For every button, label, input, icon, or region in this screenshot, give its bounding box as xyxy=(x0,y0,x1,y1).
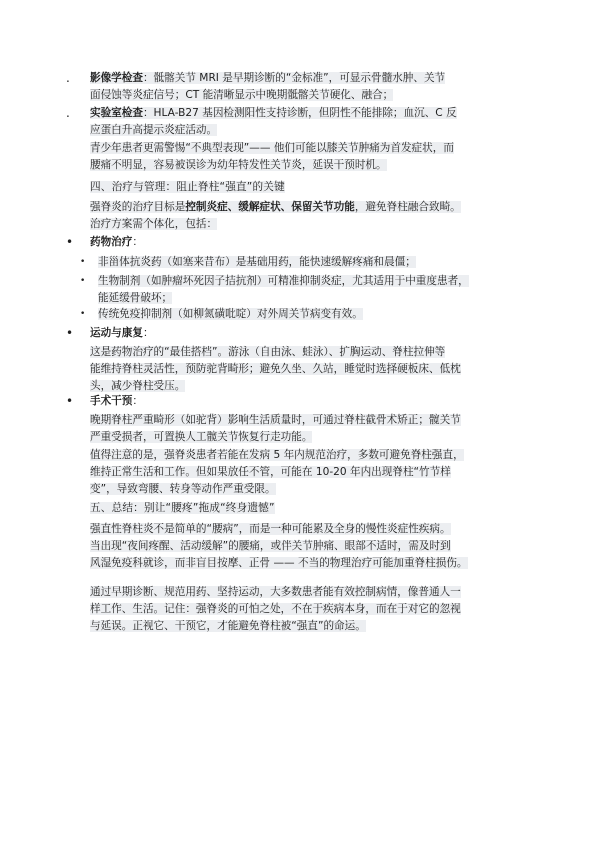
section-4-heading xyxy=(90,179,510,196)
section-5-heading xyxy=(90,500,510,517)
drug-item-2-text: 生物制剂（如肿瘤坏死因子拮抗剂）可精准抑制炎症，尤其适用于中重度患者， xyxy=(98,275,469,287)
closing-line-3: 与延误。正视它、干预它，才能避免脊柱被“强直”的命运。 xyxy=(90,620,366,632)
drug-item-2-cont: 能延缓骨破坏； xyxy=(98,292,173,304)
imaging-text-1: ：骶髂关节 MRI 是早期诊断的“金标准”，可显示骨髓水肿、关节 xyxy=(142,72,446,84)
youth-paragraph xyxy=(90,140,510,174)
surgery-paragraph xyxy=(90,412,510,446)
closing-paragraph xyxy=(90,584,510,635)
youth-line-2: 腰痛不明显，容易被误诊为幼年特发性关节炎，延误干预时机。 xyxy=(90,159,387,171)
surgery-heading xyxy=(90,393,510,410)
rehab-line-2: 能维持脊柱灵活性，预防驼背畸形；避免久坐、久站，睡觉时选择硬板床、低枕 xyxy=(90,363,461,375)
lab-text-1: ：HLA-B27 基因检测阳性支持诊断，但阴性不能排除；血沉、C 反 xyxy=(142,107,457,119)
summary-line-1: 强直性脊柱炎不是简单的“腰病”，而是一种可能累及全身的慢性炎症性疾病。 xyxy=(90,523,451,535)
bullet: • xyxy=(66,235,74,249)
drug-item-3-text: 传统免疫抑制剂（如柳氮磺吡啶）对外周关节病变有效。 xyxy=(98,308,363,320)
surgery-colon: ： xyxy=(132,395,143,407)
drug-heading xyxy=(90,234,510,251)
goal-pre: 强脊炎的治疗目标是 xyxy=(90,201,186,213)
lab-text-2: 应蛋白升高提示炎症活动。 xyxy=(90,124,218,136)
drug-item-1-text: 非甾体抗炎药（如塞来昔布）是基础用药，能快速缓解疼痛和晨僵； xyxy=(98,256,416,268)
sub-bullet: • xyxy=(80,276,86,286)
bullet: • xyxy=(66,326,74,340)
goal-line-2: 治疗方案需个体化，包括： xyxy=(90,218,218,230)
imaging-text-2: 面侵蚀等炎症信号；CT 能清晰显示中晚期骶髂关节硬化、融合； xyxy=(90,89,394,101)
imaging-item xyxy=(90,70,510,104)
drug-label: 药物治疗 xyxy=(90,236,133,248)
closing-line-1: 通过早期诊断、规范用药、坚持运动，大多数患者能有效控制病情，像普通人一 xyxy=(90,586,461,598)
section-4-title: 四、治疗与管理：阻止脊柱“强直”的关键 xyxy=(90,181,285,193)
summary-line-2: 当出现“夜间疼醒、活动缓解”的腰痛，或伴关节肿痛、眼部不适时，需及时到 xyxy=(90,540,451,552)
drug-item-1 xyxy=(98,254,518,271)
drug-item-2 xyxy=(98,273,518,307)
drug-item-3 xyxy=(98,306,518,323)
note-paragraph xyxy=(90,447,510,498)
sub-bullet: • xyxy=(80,257,86,267)
list-marker: . xyxy=(66,106,70,120)
closing-line-2: 样工作、生活。记住：强脊炎的可怕之处，不在于疾病本身，而在于对它的忽视 xyxy=(90,603,461,615)
rehab-paragraph xyxy=(90,344,510,395)
imaging-label: 影像学检查 xyxy=(90,72,143,84)
goal-bold: 控制炎症、缓解症状、保留关节功能 xyxy=(185,201,355,213)
lab-item xyxy=(90,105,510,139)
rehab-line-1: 这是药物治疗的“最佳搭档”。游泳（自由泳、蛙泳）、扩胸运动、脊柱拉伸等 xyxy=(90,346,446,358)
treatment-goal-paragraph xyxy=(90,199,510,233)
note-line-1: 值得注意的是，强脊炎患者若能在发病 5 年内规范治疗，多数可避免脊柱强直， xyxy=(90,449,464,461)
drug-colon: ： xyxy=(132,236,143,248)
section-5-title: 五、总结：别让“腰疼”拖成“终身遗憾” xyxy=(90,502,275,514)
surgery-line-2: 严重受损者，可置换人工髋关节恢复行走功能。 xyxy=(90,431,313,443)
note-line-3: 变”，导致弯腰、转身等动作严重受限。 xyxy=(90,483,276,495)
lab-label: 实验室检查 xyxy=(90,107,143,119)
rehab-label: 运动与康复 xyxy=(90,327,143,339)
goal-post: ，避免脊柱融合致畸。 xyxy=(354,201,461,213)
bullet: • xyxy=(66,394,74,408)
rehab-heading xyxy=(90,325,510,342)
summary-line-3: 风湿免疫科就诊，而非盲目按摩、正骨 —— 不当的物理治疗可能加重脊柱损伤。 xyxy=(90,557,468,569)
surgery-label: 手术干预 xyxy=(90,395,133,407)
rehab-colon: ： xyxy=(142,327,154,339)
note-line-2: 维持正常生活和工作。但如果放任不管，可能在 10-20 年内出现脊柱“竹节样 xyxy=(90,466,451,478)
surgery-line-1: 晚期脊柱严重畸形（如驼背）影响生活质量时，可通过脊柱截骨术矫正；髋关节 xyxy=(90,414,461,426)
rehab-line-3: 头，减少脊柱受压。 xyxy=(90,380,186,392)
youth-line-1: 青少年患者更需警惕“不典型表现”—— 他们可能以膝关节肿痛为首发症状，而 xyxy=(90,142,454,154)
summary-paragraph xyxy=(90,521,510,572)
sub-bullet: • xyxy=(80,309,86,319)
list-marker: . xyxy=(66,71,70,85)
